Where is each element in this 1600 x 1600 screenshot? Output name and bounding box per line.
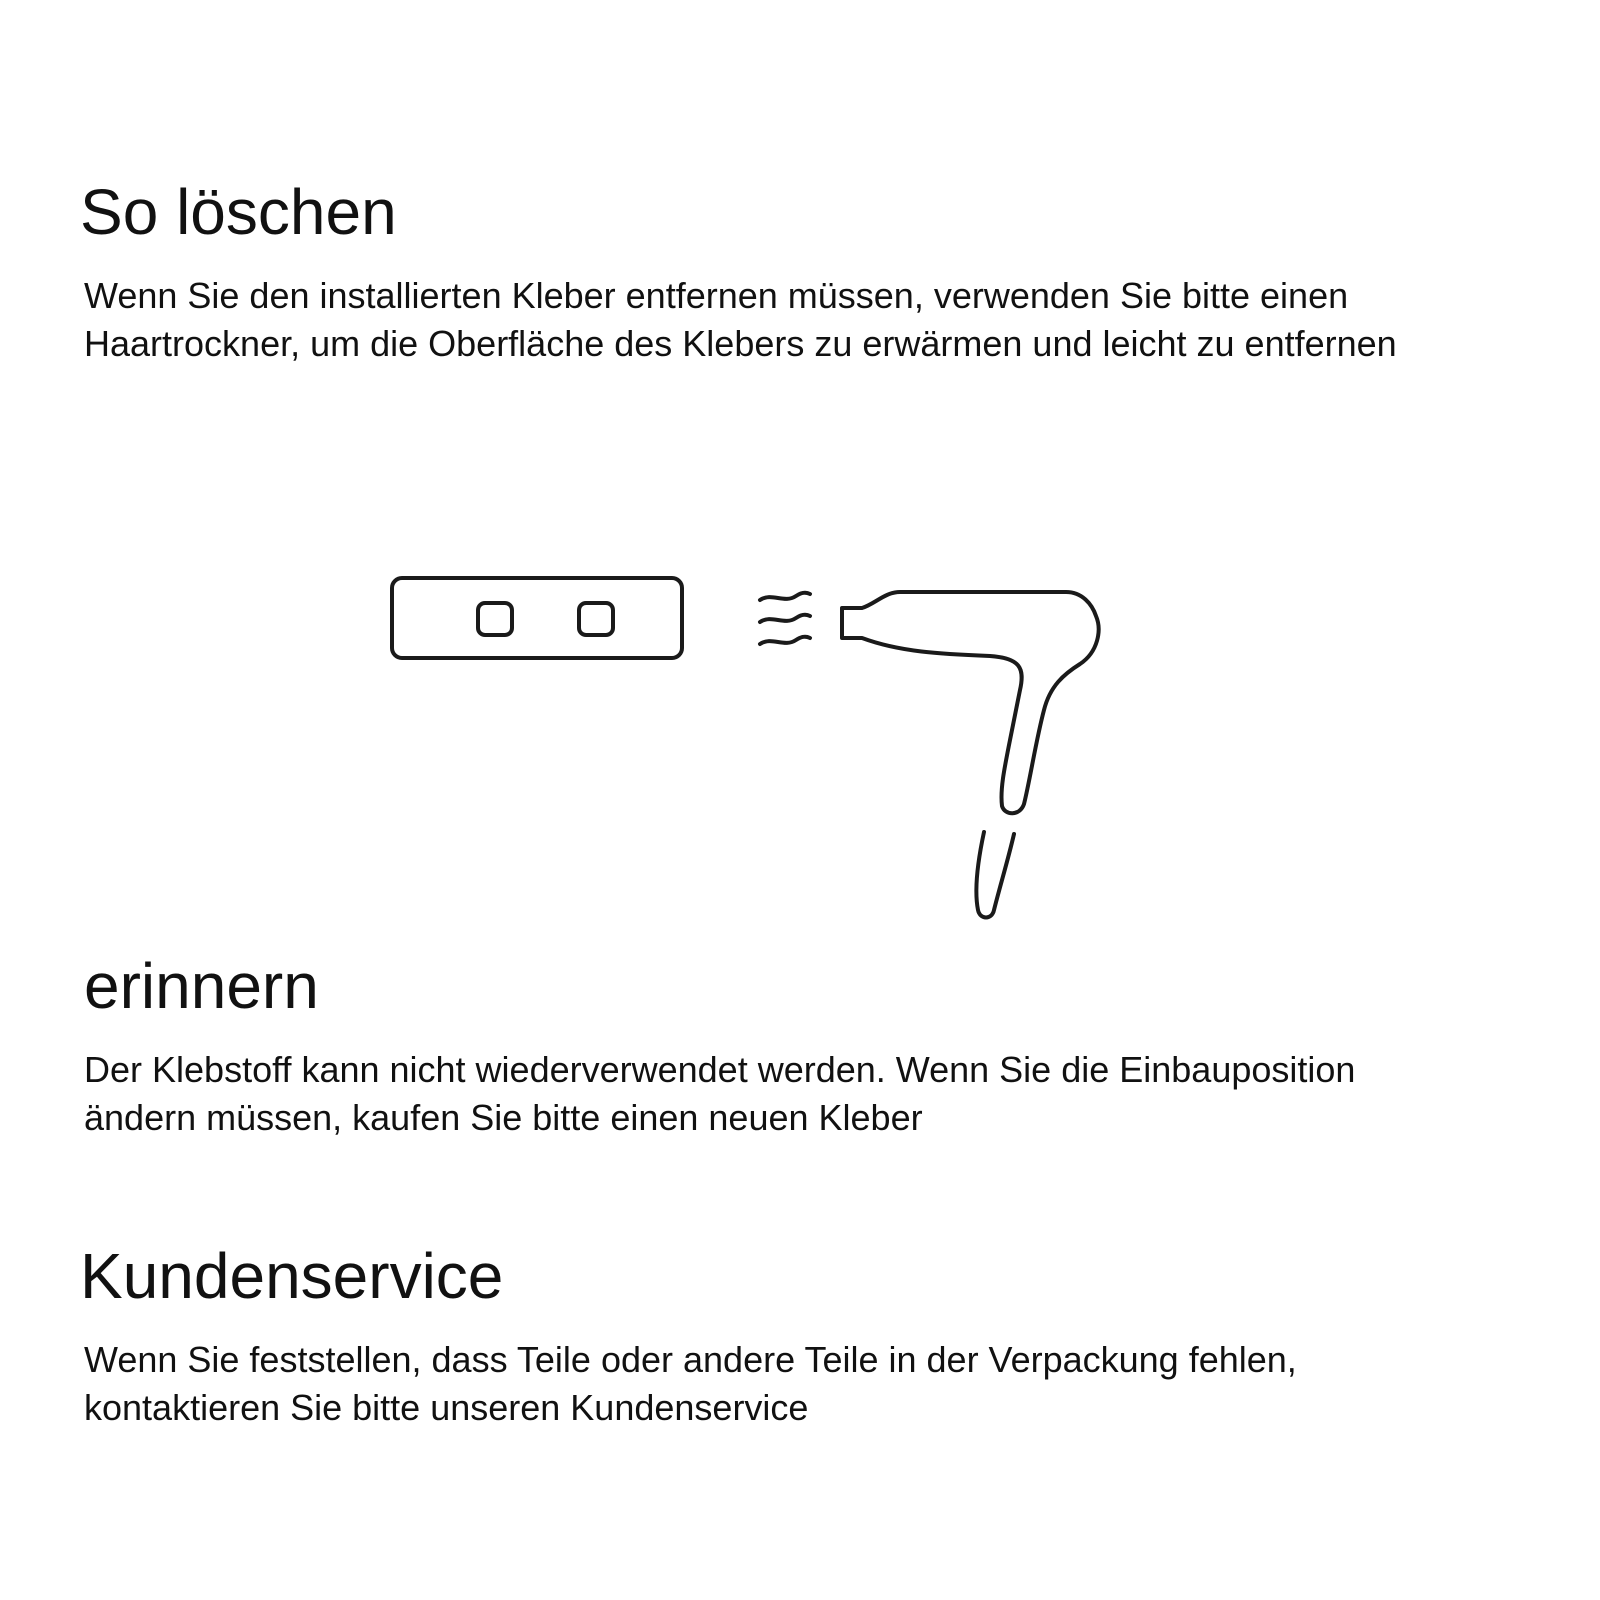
- reminder-text-line: Der Klebstoff kann nicht wiederverwendet werden. Wenn Sie die Einbauposition: [84, 1049, 1356, 1090]
- removal-text-line: Haartrockner, um die Oberfläche des Klebers zu erwärmen und leicht zu entfernen: [84, 323, 1397, 364]
- reminder-text: [84, 1046, 1544, 1142]
- removal-text-line: Wenn Sie den installierten Kleber entfernen müssen, verwenden Sie bitte einen: [84, 275, 1349, 316]
- reminder-text-line: ändern müssen, kaufen Sie bitte einen neuen Kleber: [84, 1097, 923, 1138]
- customer-service-text-line: Wenn Sie feststellen, dass Teile oder andere Teile in der Verpackung fehlen,: [84, 1339, 1297, 1380]
- customer-service-heading: Kundenservice: [80, 1240, 504, 1312]
- adhesive-strip-icon: [392, 578, 682, 658]
- customer-service-text: [84, 1336, 1544, 1432]
- removal-text: [84, 272, 1544, 368]
- warm-air-icon: [760, 593, 810, 644]
- customer-service-text-line: kontaktieren Sie bitte unseren Kundenservice: [84, 1387, 809, 1428]
- hair-dryer-icon: [842, 592, 1099, 918]
- reminder-heading: erinnern: [84, 950, 319, 1022]
- hair-dryer-illustration: [380, 570, 1160, 960]
- removal-heading: So löschen: [80, 176, 397, 248]
